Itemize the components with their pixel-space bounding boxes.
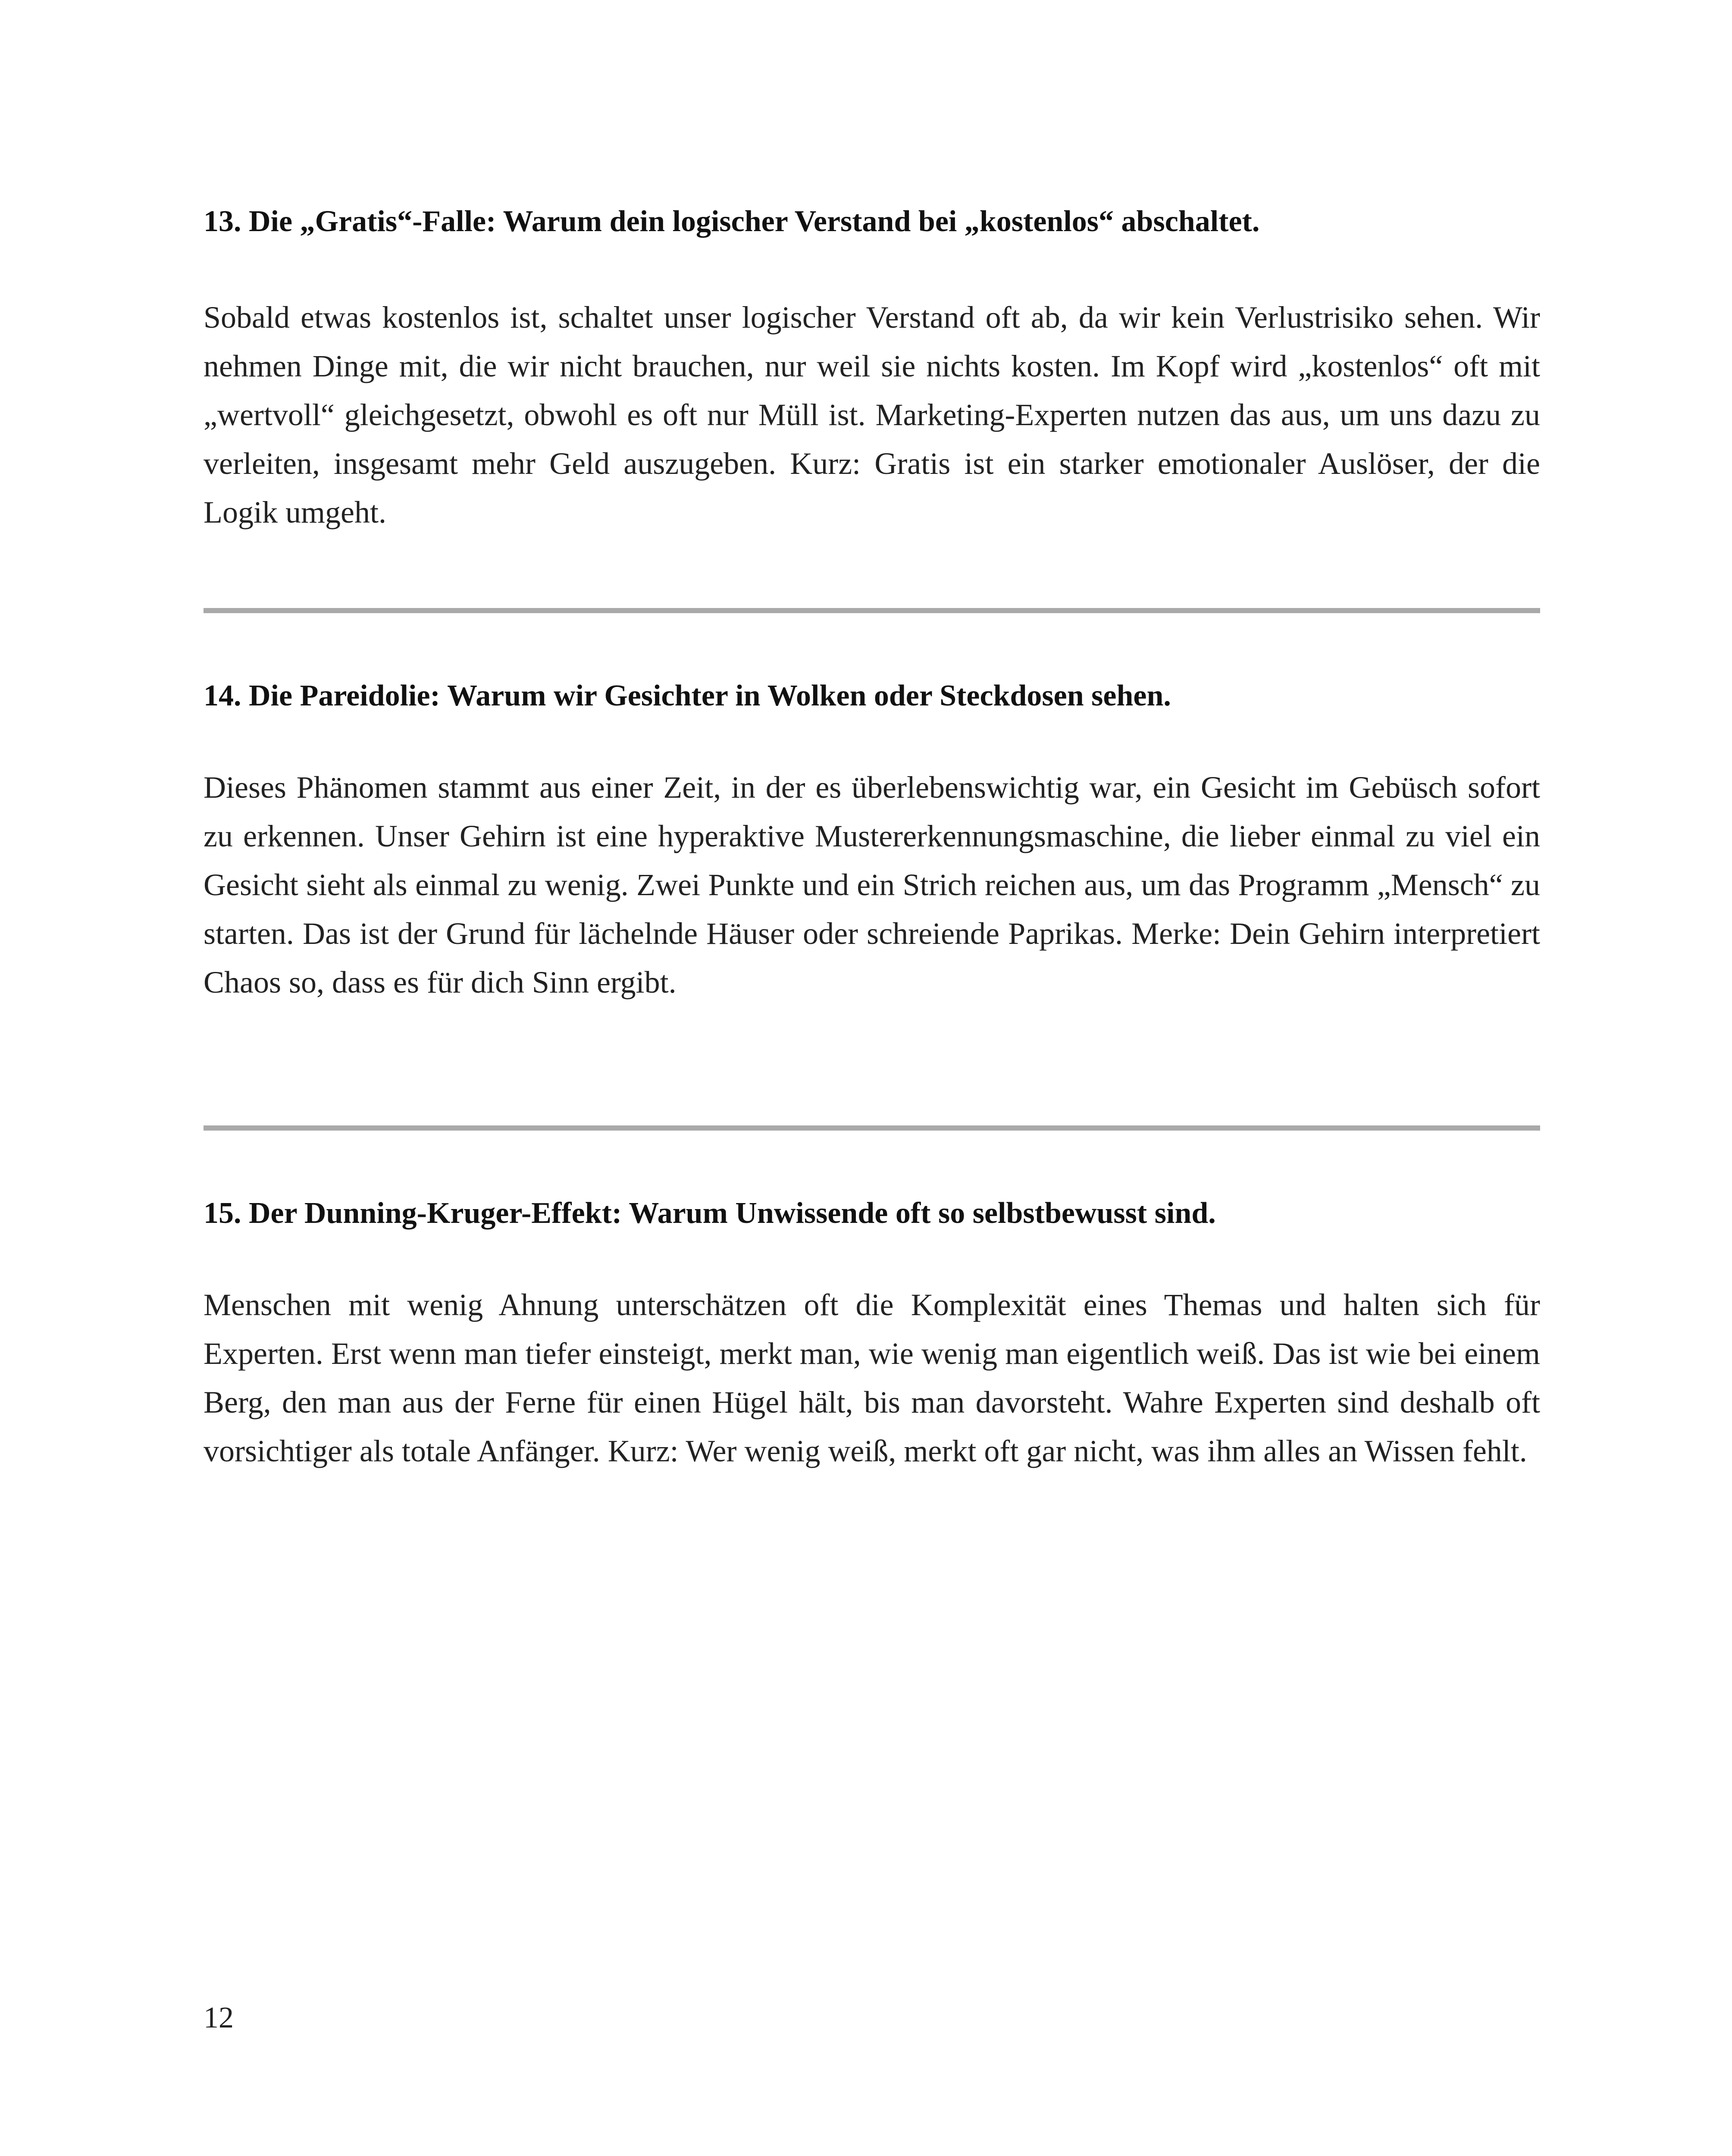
section-divider (204, 608, 1540, 613)
section-paragraph: Sobald etwas kostenlos ist, schaltet unser logischer Verstand oft ab, da wir kein Verlustrisiko sehen. Wir nehmen Dinge mit, die wir nicht brauchen, nur weil sie nichts kosten. Im Kopf wird „kostenlos“ oft mit „wertvoll“ gleichgesetzt, obwohl es oft nur Müll ist. Marketing-Experten nutzen das aus, um uns dazu zu verleiten, insgesamt mehr Geld auszugeben. Kurz: Gratis ist ein starker emotionaler Auslöser, der die Logik umgeht. (204, 300, 1540, 530)
section-paragraph: Dieses Phänomen stammt aus einer Zeit, in der es überlebenswichtig war, ein Gesicht im Gebüsch sofort zu erkennen. Unser Gehirn ist eine hyperaktive Mustererkennungsmaschine, die lieber einmal zu viel ein Gesicht sieht als einmal zu wenig. Zwei Punkte und ein Strich reichen aus, um das Programm „Mensch“ zu starten. Das ist der Grund für lächelnde Häuser oder schreiende Paprikas. Merke: Dein Gehirn interpretiert Chaos so, dass es für dich Sinn ergibt. (204, 770, 1540, 1000)
section-13 (204, 203, 1540, 241)
section-heading: 14. Die Pareidolie: Warum wir Gesichter in Wolken oder Steckdosen sehen. (204, 679, 1171, 712)
section-paragraph: Menschen mit wenig Ahnung unterschätzen oft die Komplexität eines Themas und halten sich für Experten. Erst wenn man tiefer einsteigt, merkt man, wie wenig man eigentlich weiß. Das ist wie bei einem Berg, den man aus der Ferne für einen Hügel hält, bis man davorsteht. Wahre Experten sind deshalb oft vorsichtiger als totale Anfänger. Kurz: Wer wenig weiß, merkt oft gar nicht, was ihm alles an Wissen fehlt. (204, 1288, 1540, 1468)
section-14 (204, 677, 1540, 715)
section-13-body (204, 293, 1540, 537)
section-15 (204, 1194, 1540, 1232)
section-15-body (204, 1281, 1540, 1476)
page-number: 12 (204, 2001, 234, 2034)
section-divider (204, 1125, 1540, 1131)
section-heading: 13. Die „Gratis“-Falle: Warum dein logischer Verstand bei „kostenlos“ abschaltet. (204, 205, 1260, 238)
section-14-body (204, 763, 1540, 1007)
section-heading: 15. Der Dunning-Kruger-Effekt: Warum Unwissende oft so selbstbewusst sind. (204, 1197, 1216, 1230)
